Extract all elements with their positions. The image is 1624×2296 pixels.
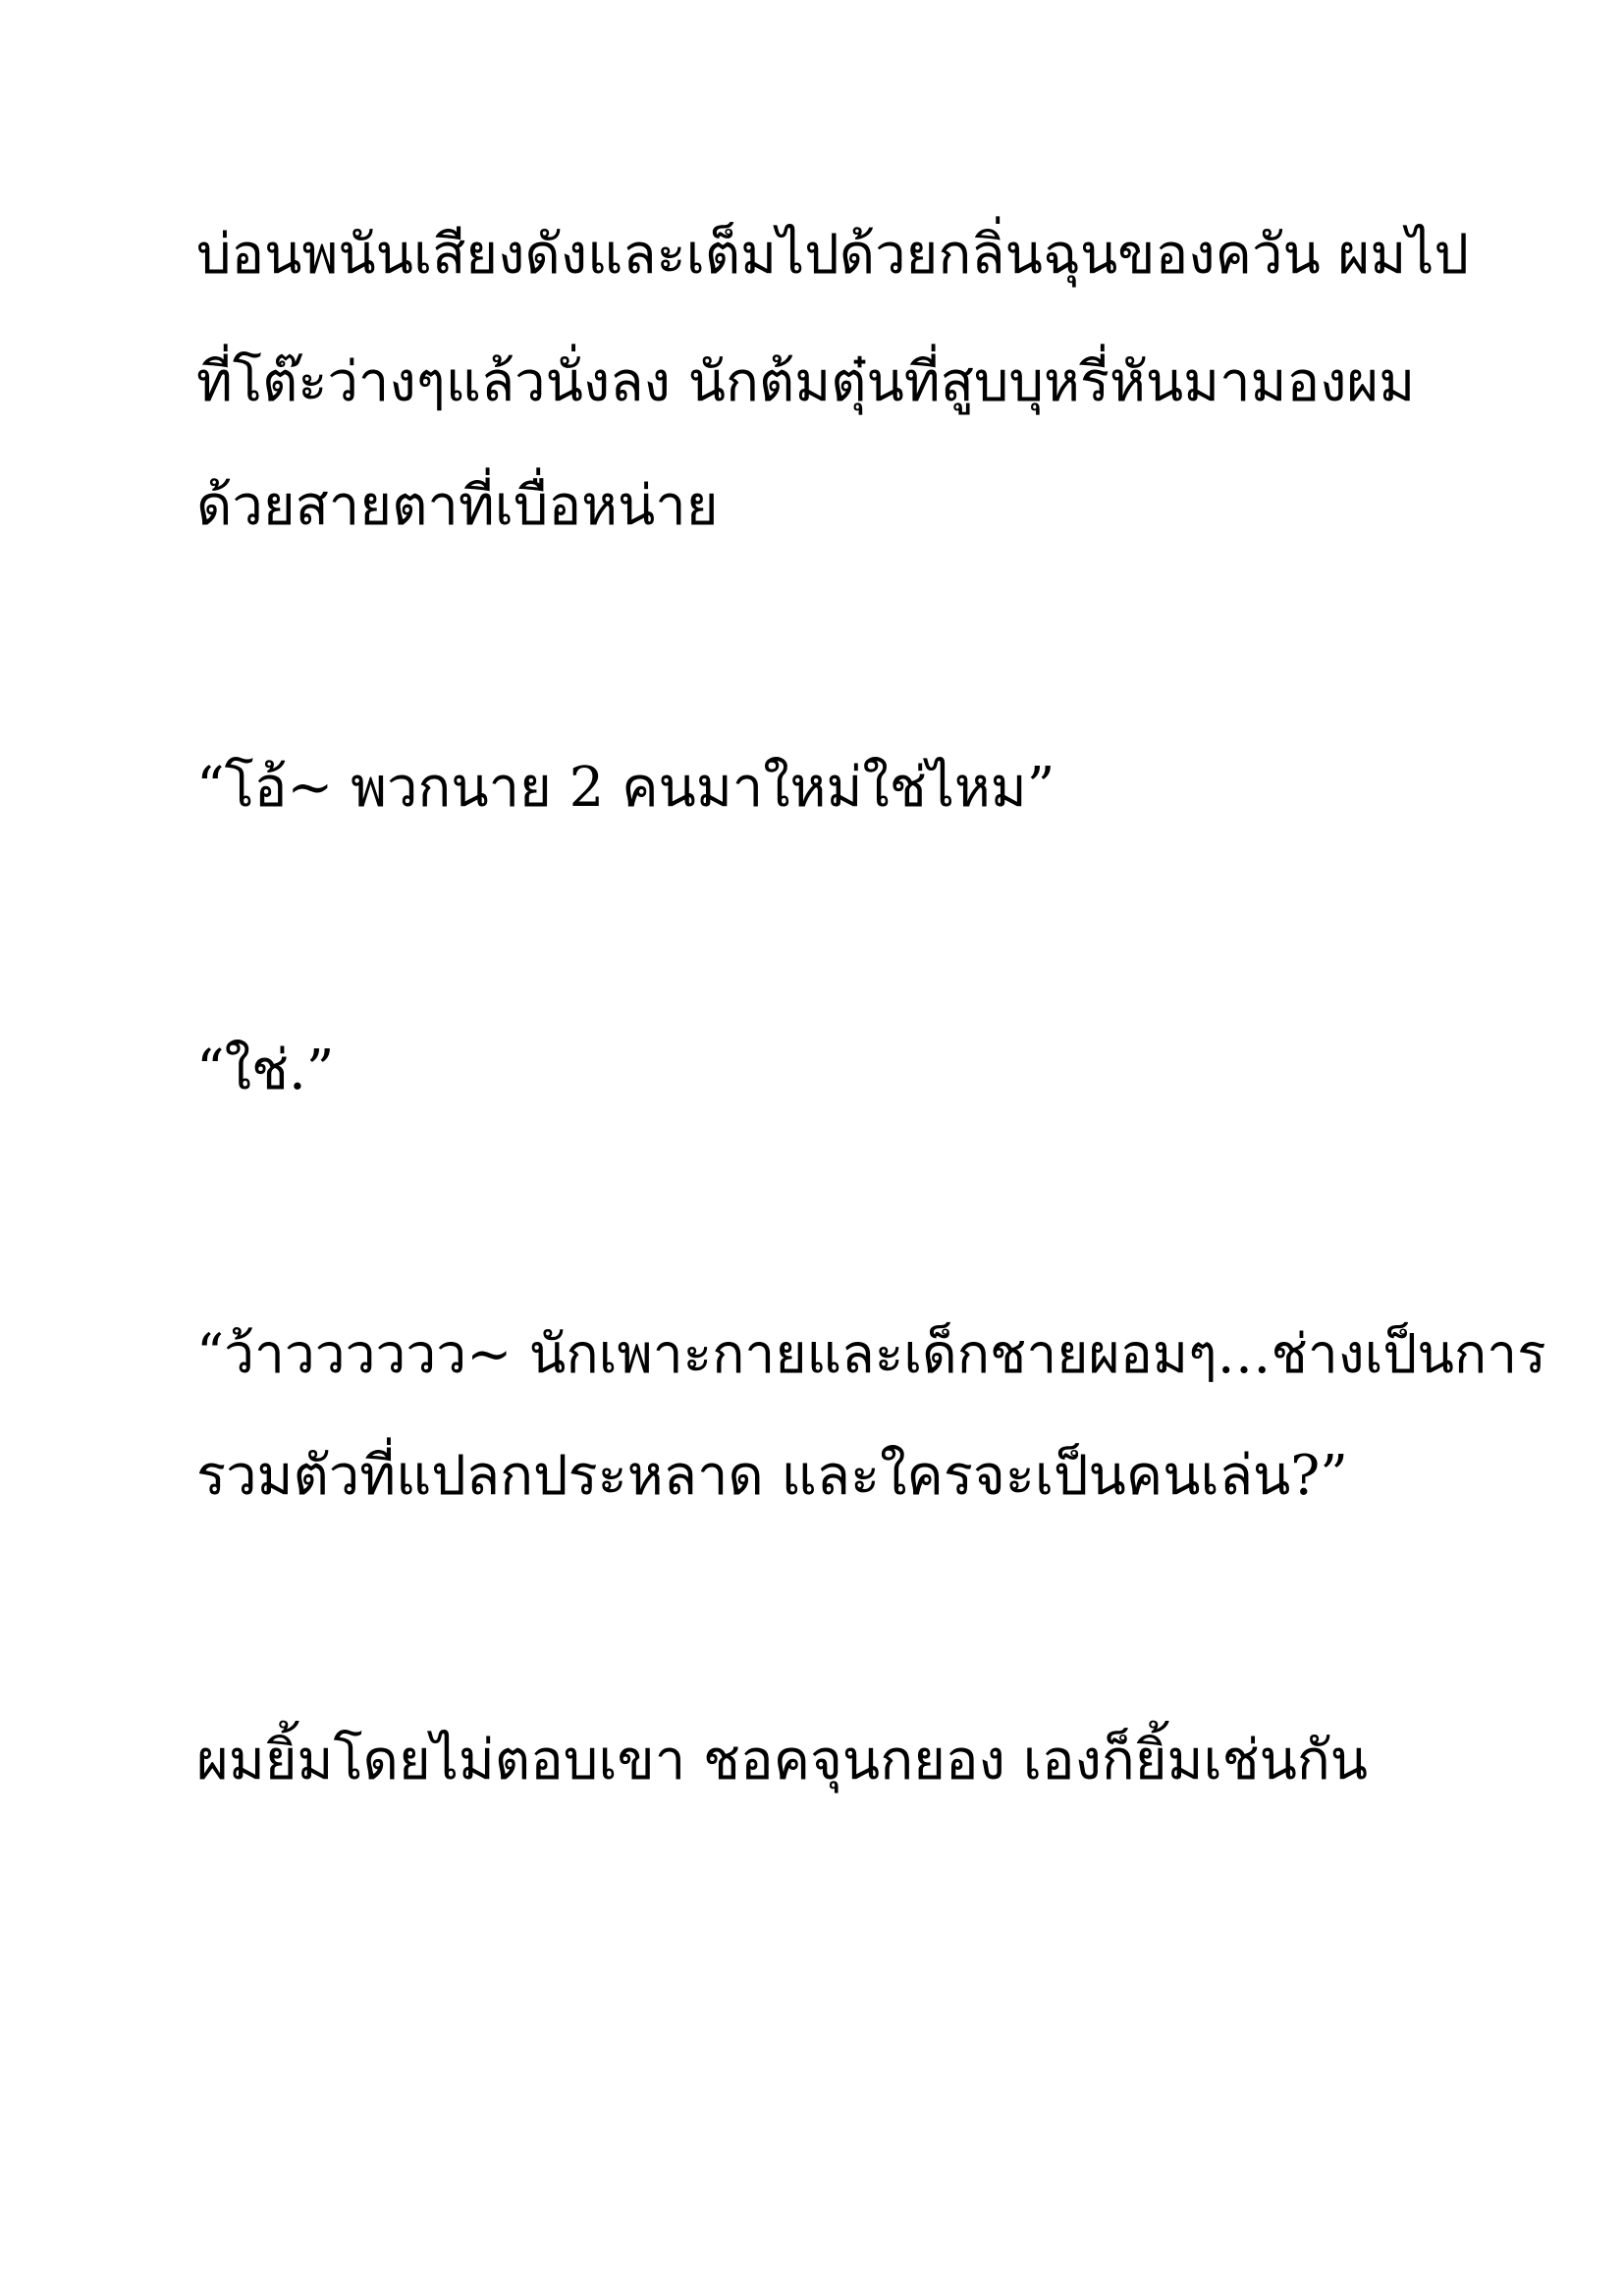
paragraph-5-line-1: ผมยิ้มโดยไม่ตอบเขา ชอคจุนกยอง เองก็ยิ้มเช่นกัน — [196, 1729, 1369, 1792]
paragraph-4-line-2: รวมตัวที่แปลกประหลาด และใครจะเป็นคนเล่น?” — [196, 1444, 1348, 1508]
paragraph-3-line-1: “ใช่.” — [196, 1039, 335, 1102]
paragraph-1-line-1: บ่อนพนันเสียงดังและเต็มไปด้วยกลิ่นฉุนของควัน ผมไป — [196, 223, 1469, 287]
paragraph-2-line-1: “โอ้~ พวกนาย 2 คนมาใหม่ใช่ไหม” — [196, 756, 1056, 820]
paragraph-4-line-1: “ว้าวววววว~ นักเพาะกายและเด็กชายผอมๆ…ช่างเป็นการ — [196, 1322, 1546, 1385]
paragraph-1-line-2: ที่โต๊ะว่างๆแล้วนั่งลง นักต้มตุ๋นที่สูบบุหรี่หันมามองผม — [196, 350, 1416, 414]
paragraph-1-line-3: ด้วยสายตาที่เบื่อหน่าย — [196, 474, 719, 538]
